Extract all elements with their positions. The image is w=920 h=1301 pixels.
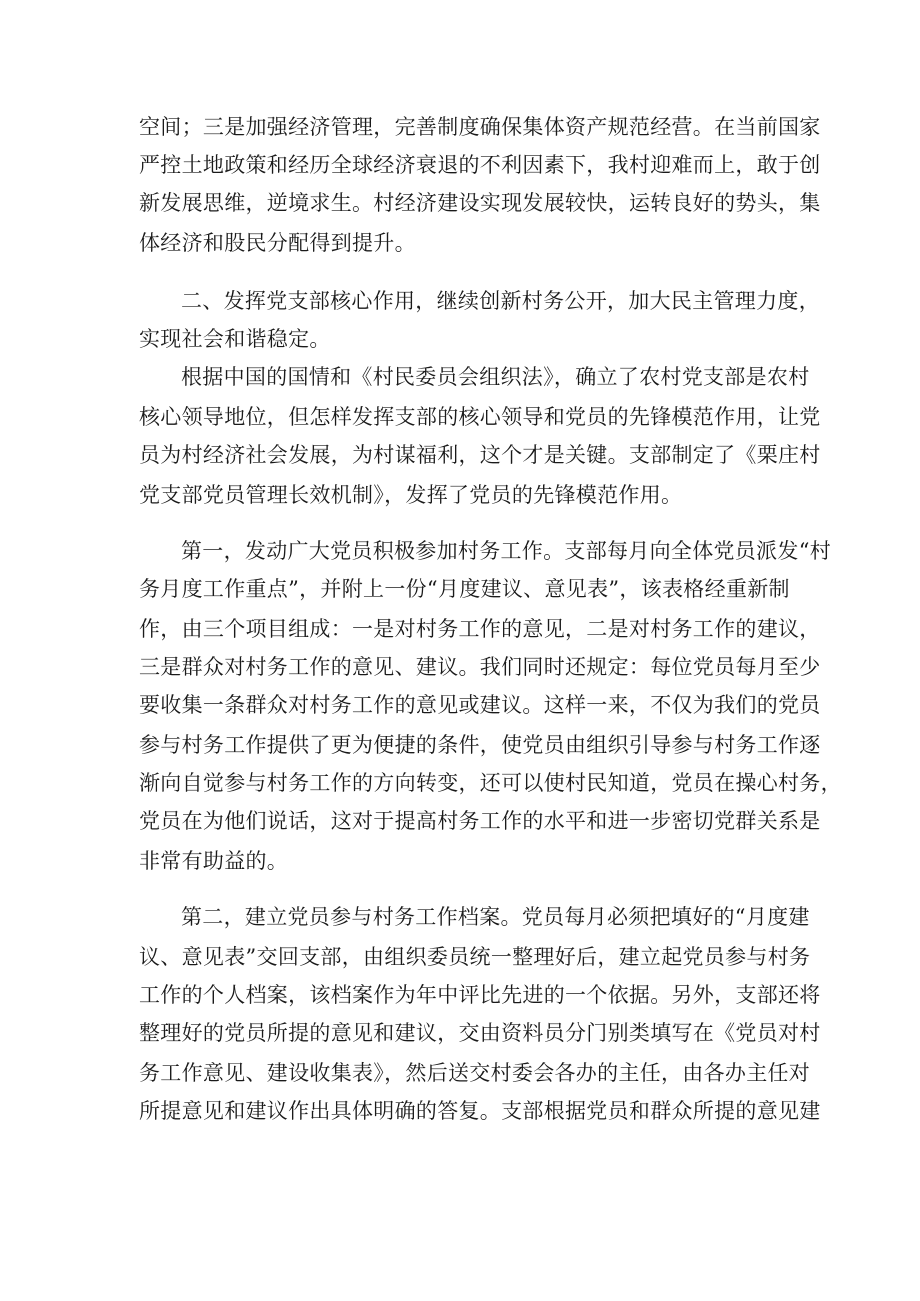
text-line: 第二，建立党员参与村务工作档案。党员每月必须把填好的“月度建 — [181, 905, 810, 929]
section-heading: 实现社会和谐稳定。 — [139, 327, 331, 351]
text-line: 体经济和股民分配得到提升。 — [139, 231, 416, 255]
text-line: 所提意见和建议作出具体明确的答复。支部根据党员和群众所提的意见建 — [139, 1099, 821, 1123]
text-line: 党员在为他们说话，这对于提高村务工作的水平和进一步密切党群关系是 — [139, 809, 821, 833]
text-line: 空间；三是加强经济管理，完善制度确保集体资产规范经营。在当前国家 — [139, 115, 821, 139]
text-line: 非常有助益的。 — [139, 849, 289, 873]
text-line: 要收集一条群众对村务工作的意见或建议。这样一来，不仅为我们的党员 — [139, 693, 821, 717]
text-line: 参与村务工作提供了更为便捷的条件，使党员由组织引导参与村务工作逐 — [139, 733, 821, 757]
text-line: 新发展思维，逆境求生。村经济建设实现发展较快，运转良好的势头，集 — [139, 191, 821, 215]
text-line: 党支部党员管理长效机制》，发挥了党员的先锋模范作用。 — [139, 483, 683, 507]
text-line: 三是群众对村务工作的意见、建议。我们同时还规定：每位党员每月至少 — [139, 655, 821, 679]
text-line: 严控土地政策和经历全球经济衰退的不利因素下，我村迎难而上，敢于创 — [139, 153, 821, 177]
text-line: 工作的个人档案，该档案作为年中评比先进的一个依据。另外，支部还将 — [139, 983, 821, 1007]
text-line: 议、意见表”交回支部，由组织委员统一整理好后，建立起党员参与村务 — [139, 945, 811, 969]
text-line: 员为村经济社会发展，为村谋福利，这个才是关键。支部制定了《栗庄村 — [139, 443, 821, 467]
text-line: 核心领导地位，但怎样发挥支部的核心领导和党员的先锋模范作用，让党 — [139, 405, 821, 429]
section-heading: 二、发挥党支部核心作用，继续创新村务公开，加大民主管理力度， — [181, 289, 820, 313]
text-line: 整理好的党员所提的意见和建议，交由资料员分门别类填写在《党员对村 — [139, 1021, 821, 1045]
text-line: 务月度工作重点”，并附上一份“月度建议、意见表”，该表格经重新制 — [139, 577, 790, 601]
text-line: 第一，发动广大党员积极参加村务工作。支部每月向全体党员派发“村 — [181, 539, 832, 563]
text-line: 作，由三个项目组成：一是对村务工作的意见，二是对村务工作的建议， — [139, 617, 821, 641]
text-line: 根据中国的国情和《村民委员会组织法》，确立了农村党支部是农村 — [181, 365, 810, 389]
text-line: 渐向自觉参与村务工作的方向转变，还可以使村民知道，党员在操心村务， — [139, 771, 842, 795]
text-line: 务工作意见、建设收集表》，然后送交村委会各办的主任，由各办主任对 — [139, 1061, 811, 1085]
